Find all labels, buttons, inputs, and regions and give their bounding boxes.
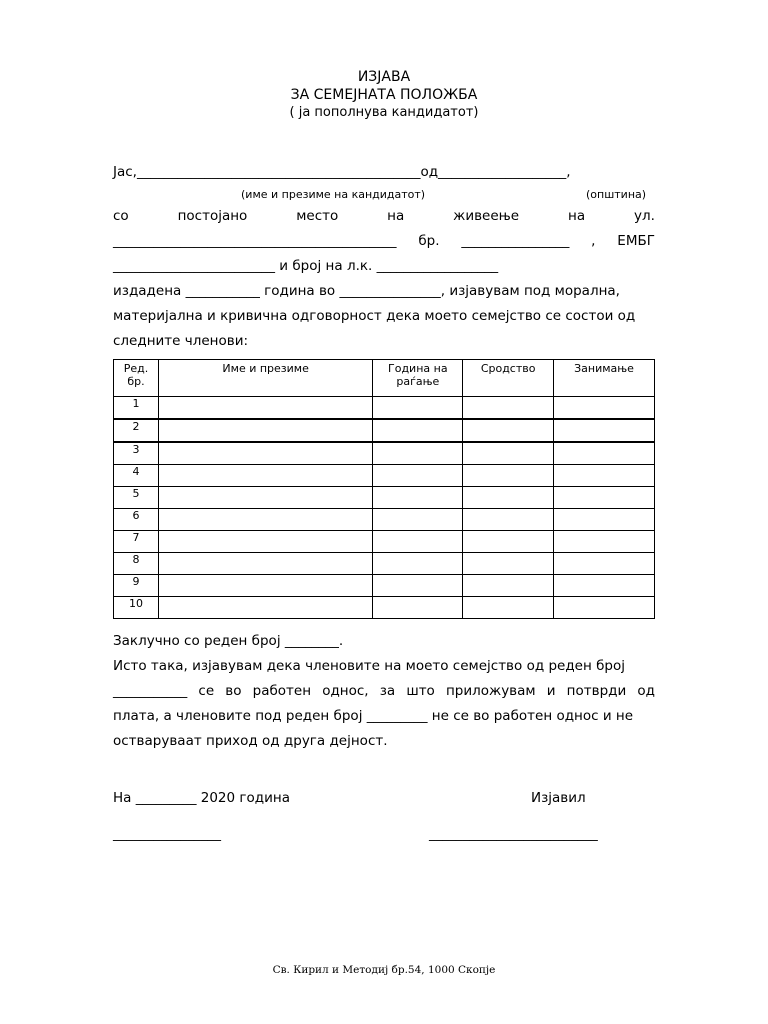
cell[interactable] [554,509,655,531]
cell[interactable] [463,553,554,575]
document-subtitle: ЗА СЕМЕЈНАТА ПОЛОЖБА [290,87,478,103]
cell[interactable] [373,531,463,553]
cell[interactable] [463,487,554,509]
word: на [387,208,405,224]
form-line-responsibility: материјална и кривична одговорност дека моето семејство се состои од [113,308,636,324]
row-number: 9 [114,575,159,597]
word: работен [252,683,312,699]
word: што [406,683,435,699]
table-row [114,553,655,575]
document-note: ( ја пополнува кандидатот) [289,105,479,120]
form-line-street [113,233,655,249]
cell[interactable] [463,397,554,420]
word: и [546,683,556,699]
word: со [113,208,129,224]
row-number: 10 [114,597,159,619]
header-cell-name: Име и презиме [158,360,372,397]
row-number: 4 [114,465,159,487]
table-row [114,597,655,619]
cell[interactable] [158,487,372,509]
declared-label: Изјавил [531,790,586,806]
row-number: 7 [114,531,159,553]
cell[interactable] [158,397,372,420]
cell[interactable] [158,509,372,531]
word: бр. [418,233,440,249]
word: ул. [634,208,655,224]
cell[interactable] [158,597,372,619]
word: __________________________________________ [113,233,397,249]
signature-line-right: _________________________ [429,826,598,842]
cell[interactable] [463,509,554,531]
word: во [225,683,242,699]
table-row [114,487,655,509]
cell[interactable] [373,597,463,619]
word: потврди [566,683,627,699]
form-line-members: следните членови: [113,333,249,349]
word: ___________ [113,683,188,699]
cell[interactable] [554,397,655,420]
cell[interactable] [373,575,463,597]
cell[interactable] [463,465,554,487]
after-line-employed: Исто така, изјавувам дека членовите на моето семејство од реден број [113,658,625,674]
form-line-name: Јас,__________________________________________од___________________, [113,164,571,180]
row-number: 5 [114,487,159,509]
table-row [114,397,655,420]
cell[interactable] [158,553,372,575]
word: ________________ [461,233,570,249]
cell[interactable] [373,397,463,420]
hint-name: (име и презиме на кандидатот) [241,188,426,201]
table-row [114,442,655,465]
form-line-id: ________________________ и број на л.к. __________________ [113,258,499,274]
cell[interactable] [554,487,655,509]
row-number: 6 [114,509,159,531]
word: за [379,683,396,699]
cell[interactable] [463,531,554,553]
cell[interactable] [463,597,554,619]
header-cell-birth-year: Година на раѓање [373,360,463,397]
cell[interactable] [554,465,655,487]
cell[interactable] [463,442,554,465]
after-line-employment [113,683,655,699]
cell[interactable] [158,531,372,553]
after-line-unemployed: плата, а членовите под реден број _________ не се во работен однос и не [113,708,634,724]
row-number: 8 [114,553,159,575]
table-row [114,509,655,531]
form-line-residence [113,208,655,224]
row-number: 1 [114,397,159,420]
form-line-issued: издадена ___________ година во _______________, изјавувам под морална, [113,283,620,299]
cell[interactable] [373,419,463,442]
cell[interactable] [158,419,372,442]
cell[interactable] [463,419,554,442]
table-row [114,419,655,442]
place-date: На _________ 2020 година [113,790,290,806]
cell[interactable] [373,442,463,465]
word: од [637,683,655,699]
after-line-total: Заклучно со реден број ________. [113,633,344,649]
cell[interactable] [373,487,463,509]
word: ЕМБГ [617,233,655,249]
cell[interactable] [554,419,655,442]
cell[interactable] [158,442,372,465]
row-number: 3 [114,442,159,465]
cell[interactable] [463,575,554,597]
word: живеење [453,208,520,224]
after-line-income: остваруваат приход од друга дејност. [113,733,388,749]
table-row [114,465,655,487]
cell[interactable] [554,553,655,575]
word: постојано [177,208,248,224]
word: , [591,233,596,249]
signature-line-left: ________________ [113,826,221,842]
header-cell-relation: Сродство [463,360,554,397]
cell[interactable] [554,531,655,553]
cell[interactable] [158,465,372,487]
cell[interactable] [554,597,655,619]
cell[interactable] [373,553,463,575]
header-cell-occupation: Занимање [554,360,655,397]
footer-address: Св. Кирил и Методиј бр.54, 1000 Скопје [272,964,496,976]
word: однос, [322,683,369,699]
cell[interactable] [554,575,655,597]
word: приложувам [445,683,536,699]
family-members-table [113,359,655,619]
word: место [296,208,339,224]
row-number: 2 [114,419,159,442]
cell[interactable] [158,575,372,597]
table-row [114,531,655,553]
cell[interactable] [554,442,655,465]
table-row [114,575,655,597]
hint-municipality: (општина) [586,188,647,201]
word: на [568,208,586,224]
header-cell-number: Ред. бр. [114,360,159,397]
document-title: ИЗЈАВА [357,69,411,85]
cell[interactable] [373,509,463,531]
word: се [198,683,215,699]
cell[interactable] [373,465,463,487]
